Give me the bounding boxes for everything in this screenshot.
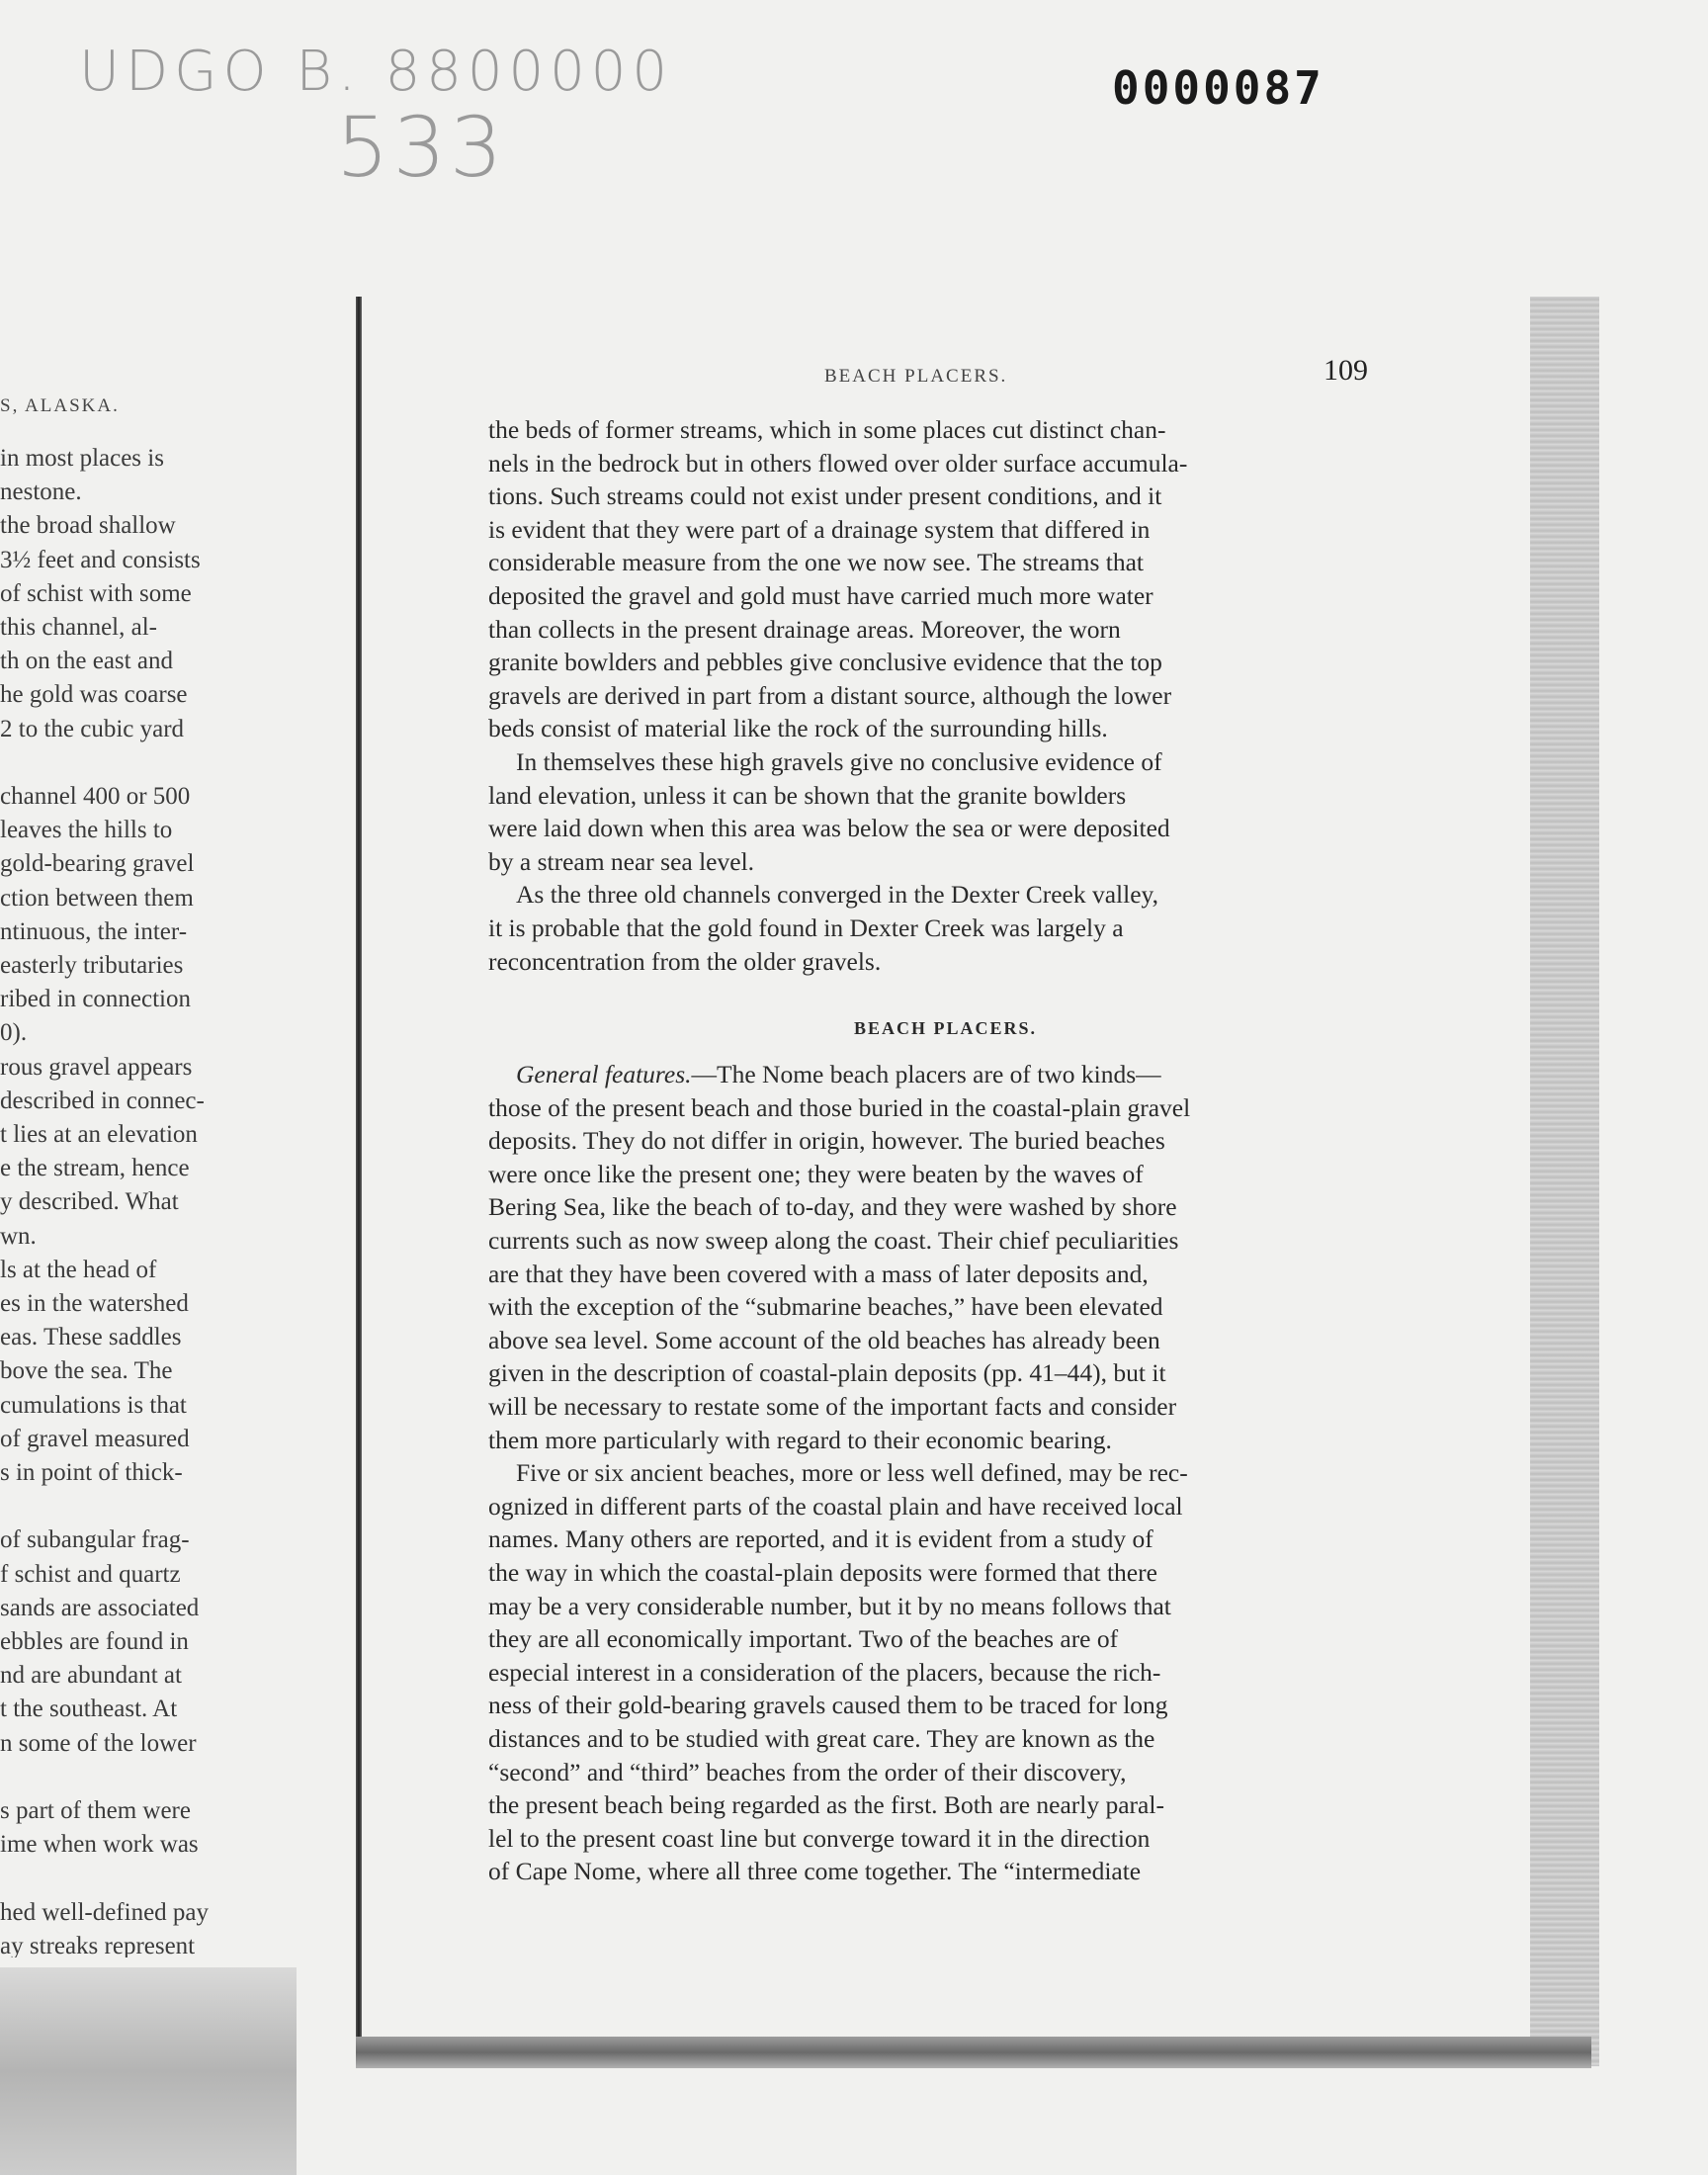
previous-page-fragment (0, 376, 259, 1958)
body-text-line: the present beach being regarded as the first. Both are nearly paral- (488, 1790, 1164, 1820)
body-text-line: is evident that they were part of a drainage system that differed in (488, 514, 1151, 544)
previous-page-line: es in the watershed (0, 1290, 189, 1317)
body-text-line: deposited the gravel and gold must have carried much more water (488, 581, 1153, 610)
body-text-line: especial interest in a consideration of the placers, because the rich- (488, 1657, 1161, 1687)
previous-page-line: nestone. (0, 478, 82, 506)
previous-page-line: sands are associated (0, 1594, 200, 1621)
body-text-line: names. Many others are reported, and it is evident from a study of (488, 1524, 1153, 1554)
body-text-line: given in the description of coastal-plain deposits (pp. 41–44), but it (488, 1358, 1166, 1388)
body-text-line: As the three old channels converged in the Dexter Creek valley, (516, 880, 1159, 910)
previous-page-line: channel 400 or 500 (0, 783, 191, 810)
previous-page-line: t lies at an elevation (0, 1121, 198, 1148)
body-text-line: with the exception of the “submarine beaches,” have been elevated (488, 1292, 1163, 1322)
body-text-line: ognized in different parts of the coastal plain and have received local (488, 1491, 1183, 1521)
main-page (488, 346, 1417, 2027)
body-text-line: may be a very considerable number, but it by no means follows that (488, 1591, 1171, 1620)
previous-page-line: s part of them were (0, 1797, 191, 1824)
previous-page-line: eas. These saddles (0, 1324, 182, 1351)
previous-page-line: of gravel measured (0, 1425, 190, 1452)
previous-page-line: in most places is (0, 445, 164, 472)
body-text-line: nels in the bedrock but in others flowed over older surface accumula- (488, 448, 1188, 478)
previous-page-line: cumulations is that (0, 1391, 187, 1419)
previous-page-line: hed well-defined pay (0, 1898, 210, 1926)
body-text-line: it is probable that the gold found in Dexter Creek was largely a (488, 914, 1124, 942)
previous-page-line: ebbles are found in (0, 1628, 189, 1655)
previous-page-line: ribed in connection (0, 986, 191, 1013)
previous-page-line: the broad shallow (0, 512, 176, 540)
left-page-bottom-shadow (0, 1967, 297, 2175)
previous-page-line: ntinuous, the inter- (0, 917, 188, 945)
previous-page-line: leaves the hills to (0, 817, 173, 844)
body-text-line: land elevation, unless it can be shown that the granite bowlders (488, 780, 1127, 810)
body-text-line: were laid down when this area was below the sea or were deposited (488, 814, 1170, 843)
body-text-line: In themselves these high gravels give no conclusive evidence of (516, 747, 1162, 776)
previous-page-line: s in point of thick- (0, 1459, 183, 1486)
previous-page-line: y described. What (0, 1188, 179, 1216)
body-text-line: the way in which the coastal-plain deposits were formed that there (488, 1558, 1157, 1587)
previous-page-line: ls at the head of (0, 1256, 157, 1283)
previous-page-line: n some of the lower (0, 1729, 197, 1757)
previous-page-line: f schist and quartz (0, 1560, 181, 1588)
handwritten-code: UDGO B. 8800000 (79, 40, 674, 104)
section-heading: BEACH PLACERS. (854, 1018, 1038, 1038)
body-text-line: deposits. They do not differ in origin, however. The buried beaches (488, 1126, 1165, 1156)
body-text-line: will be necessary to restate some of the important facts and consider (488, 1392, 1177, 1421)
body-text-line: them more particularly with regard to their economic bearing. (488, 1425, 1112, 1454)
body-text-line: by a stream near sea level. (488, 846, 755, 876)
body-text-line: granite bowlders and pebbles give conclusive evidence that the top (488, 648, 1162, 677)
previous-page-line: he gold was coarse (0, 681, 188, 709)
previous-page-line: this channel, al- (0, 614, 157, 641)
body-text-line: are that they have been covered with a mass of later deposits and, (488, 1259, 1149, 1288)
book-gutter-line (356, 297, 362, 2056)
previous-page-line: rous gravel appears (0, 1053, 193, 1081)
previous-page-line: 3½ feet and consists (0, 546, 201, 573)
archive-stamp-number: 0000087 (1112, 61, 1324, 115)
previous-page-line: described in connec- (0, 1087, 205, 1114)
previous-page-line: 2 to the cubic yard (0, 715, 185, 742)
running-header: BEACH PLACERS. (824, 366, 1008, 387)
previous-page-line: wn. (0, 1222, 37, 1250)
body-text-line: “second” and “third” beaches from the order of their discovery, (488, 1757, 1127, 1786)
previous-page-line: gold-bearing gravel (0, 850, 195, 878)
body-text-line: ness of their gold-bearing gravels caused them to be traced for long (488, 1691, 1168, 1720)
body-text-line: tions. Such streams could not exist under present conditions, and it (488, 481, 1162, 511)
page-number: 109 (1324, 354, 1368, 387)
body-text-line: distances and to be studied with great care. They are known as the (488, 1724, 1155, 1753)
body-text-line: the beds of former streams, which in some places cut distinct chan- (488, 415, 1166, 444)
previous-page-line: bove the sea. The (0, 1357, 173, 1385)
body-text-line: those of the present beach and those buried in the coastal-plain gravel (488, 1092, 1191, 1122)
previous-page-line: th on the east and (0, 648, 173, 675)
previous-page-line: 0). (0, 1019, 28, 1047)
body-text-line: of Cape Nome, where all three come together. The “intermediate (488, 1857, 1142, 1886)
body-text-line: reconcentration from the older gravels. (488, 946, 882, 976)
body-text-line: currents such as now sweep along the coast. Their chief peculiarities (488, 1226, 1179, 1255)
body-text-line: Bering Sea, like the beach of to-day, and they were washed by shore (488, 1192, 1177, 1222)
body-text-line: above sea level. Some account of the old beaches has already been (488, 1325, 1160, 1354)
body-text-line: they are all economically important. Two of the beaches are of (488, 1624, 1119, 1654)
body-text-line: gravels are derived in part from a distant source, although the lower (488, 680, 1172, 710)
previous-page-line: ction between them (0, 884, 194, 912)
run-in-heading: General features. (516, 1060, 692, 1088)
handwritten-page-number: 533 (336, 99, 507, 196)
previous-page-line: ime when work was (0, 1831, 199, 1859)
previous-page-line: t the southeast. At (0, 1696, 178, 1723)
page-edge-shadow (1530, 297, 1599, 2066)
previous-page-line: e the stream, hence (0, 1155, 190, 1182)
previous-page-line: easterly tributaries (0, 952, 184, 979)
previous-page-line: nd are abundant at (0, 1662, 182, 1690)
body-text-line: lel to the present coast line but converge toward it in the direction (488, 1823, 1151, 1853)
previous-page-line: ay streaks represent (0, 1932, 196, 1958)
body-text-span: —The Nome beach placers are of two kinds— (691, 1060, 1161, 1088)
previous-page-header: S, ALASKA. (0, 395, 120, 416)
body-text-line (516, 1060, 1161, 1089)
body-text-line: considerable measure from the one we now see. The streams that (488, 548, 1144, 577)
body-text-line: were once like the present one; they were beaten by the waves of (488, 1159, 1144, 1188)
page-bottom-edge (356, 2037, 1591, 2068)
body-text-line: beds consist of material like the rock of the surrounding hills. (488, 714, 1108, 743)
previous-page-line: of subangular frag- (0, 1526, 190, 1554)
body-text-line: Five or six ancient beaches, more or less well defined, may be rec- (516, 1458, 1188, 1488)
previous-page-line: of schist with some (0, 579, 192, 607)
body-text-line: than collects in the present drainage areas. Moreover, the worn (488, 614, 1121, 644)
